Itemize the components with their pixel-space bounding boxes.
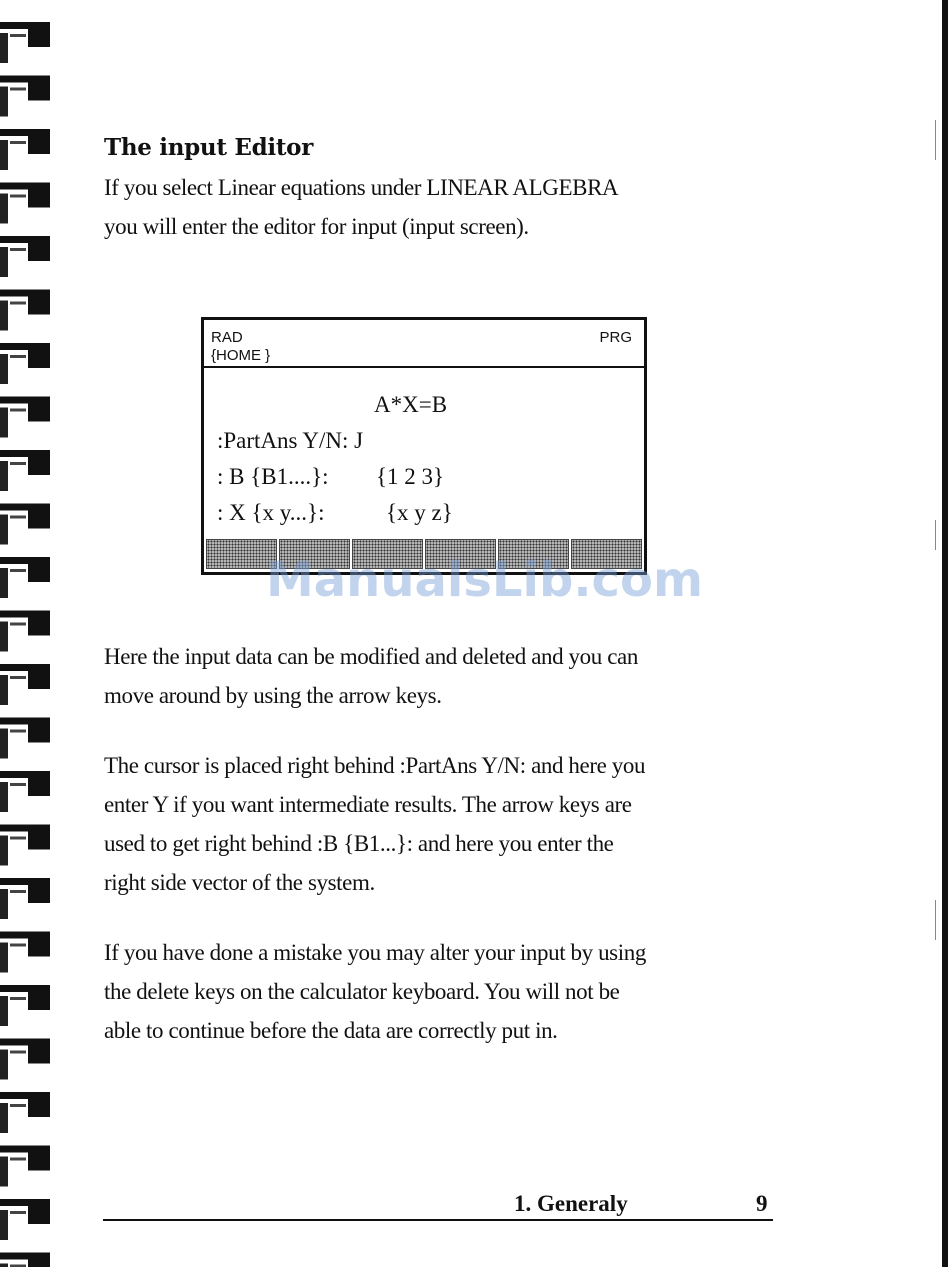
binding-ring [0,836,8,866]
binding-ring [10,1051,26,1054]
binding-ring [28,243,50,261]
binding-ring [0,504,50,511]
binding-ring [28,725,50,743]
binding-ring [10,409,26,412]
page-edge [932,0,950,1267]
binding-ring [28,1260,50,1267]
binding-ring [0,878,50,885]
binding-ring [0,301,8,331]
text-line: If you select Linear equations under LINEAR ALGEBRA [104,175,619,200]
binding-ring [10,355,26,358]
binding-ring [0,611,50,618]
binding-ring [28,83,50,101]
directory-indicator: {HOME } [211,347,271,364]
text-line: If you have done a mistake you may alter your input by using [104,940,646,965]
binding-ring [0,515,8,545]
binding-ring [10,944,26,947]
binding-ring [28,1153,50,1171]
calculator-screen [201,317,647,575]
body-paragraph-3 [104,933,774,1050]
binding-ring [10,783,26,786]
text-line: move around by using the arrow keys. [104,683,442,708]
screen-status-bar [204,320,644,368]
binding-ring [10,1104,26,1107]
equation-heading: A*X=B [374,392,448,417]
binding-ring [28,457,50,475]
text-line: able to continue before the data are correctly put in. [104,1018,558,1043]
binding-ring [0,397,50,404]
binding-ring [0,1103,8,1133]
binding-ring [0,1210,8,1240]
binding-ring [28,511,50,529]
binding-ring [10,516,26,519]
binding-ring [28,1046,50,1064]
text-line: the delete keys on the calculator keyboard. You will not be [104,979,620,1004]
binding-ring [10,195,26,198]
binding-ring [0,129,50,136]
binding-ring [0,22,50,29]
text-line: Here the input data can be modified and deleted and you can [104,644,638,669]
binding-ring [0,194,8,224]
binding-ring [0,568,8,598]
binding-ring [28,404,50,422]
binding-ring [0,236,50,243]
binding-ring [0,140,8,170]
binding-ring [0,729,8,759]
binding-ring [0,664,50,671]
binding-ring [10,837,26,840]
footer-rule [103,1219,773,1221]
binding-ring [0,943,8,973]
binding-ring [10,623,26,626]
binding-ring [10,569,26,572]
binding-ring [0,675,8,705]
binding-ring [28,618,50,636]
binding-ring [28,1206,50,1224]
binding-ring [0,76,50,83]
body-paragraph-1 [104,637,774,715]
spiral-binding [0,0,56,1267]
b-vector-value[interactable]: {1 2 3} [376,464,445,489]
binding-ring [28,832,50,850]
binding-ring [10,1158,26,1161]
binding-ring [0,1050,8,1080]
intro-paragraph [104,168,774,246]
binding-ring [0,343,50,350]
b-vector-label: : B {B1....}: [217,464,329,489]
prg-indicator: PRG [599,329,632,346]
binding-ring [0,889,8,919]
x-vector-label: : X {x y...}: [217,500,325,525]
binding-ring [28,939,50,957]
binding-ring [0,87,8,117]
text-line: enter Y if you want intermediate results. The arrow keys are [104,792,632,817]
binding-ring [10,88,26,91]
binding-ring [0,985,50,992]
binding-ring [10,34,26,37]
binding-ring [28,29,50,47]
binding-ring [28,297,50,315]
footer-chapter-title: 1. Generaly [514,1191,628,1216]
binding-ring [0,354,8,384]
binding-ring [28,350,50,368]
binding-ring [10,730,26,733]
binding-ring [0,1157,8,1187]
text-line: The cursor is placed right behind :PartAns Y/N: and here you [104,753,646,778]
text-line: right side vector of the system. [104,870,375,895]
binding-ring [10,997,26,1000]
binding-ring [10,462,26,465]
binding-ring [10,141,26,144]
binding-ring [28,136,50,154]
binding-ring [10,302,26,305]
angle-mode-indicator: RAD [211,329,243,346]
binding-ring [0,1199,50,1206]
binding-ring [0,771,50,778]
binding-ring [10,676,26,679]
binding-ring [0,290,50,297]
binding-ring [28,778,50,796]
binding-ring [0,622,8,652]
body-paragraph-2 [104,746,774,902]
binding-ring [0,718,50,725]
binding-ring [0,450,50,457]
watermark: ManualsLib.com [266,552,703,608]
binding-ring [28,671,50,689]
binding-ring [28,564,50,582]
binding-ring [0,461,8,491]
binding-ring [0,1253,50,1260]
text-line: used to get right behind :B {B1...}: and here you enter the [104,831,614,856]
binding-ring [0,1146,50,1153]
binding-ring [10,1211,26,1214]
partans-field[interactable]: :PartAns Y/N: J [217,428,364,453]
binding-ring [0,996,8,1026]
binding-ring [0,247,8,277]
binding-ring [28,885,50,903]
binding-ring [0,33,8,63]
binding-ring [28,190,50,208]
section-title: The input Editor [104,134,314,161]
binding-ring [0,1039,50,1046]
binding-ring [0,782,8,812]
binding-ring [10,248,26,251]
binding-ring [10,890,26,893]
binding-ring [0,1264,8,1267]
binding-ring [0,557,50,564]
text-line: you will enter the editor for input (input screen). [104,214,529,239]
binding-ring [28,1099,50,1117]
binding-ring [28,992,50,1010]
binding-ring [0,825,50,832]
binding-ring [0,408,8,438]
binding-ring [0,183,50,190]
binding-ring [0,932,50,939]
binding-ring [0,1092,50,1099]
x-vector-value[interactable]: {x y z} [386,500,453,525]
page-number: 9 [756,1191,768,1216]
